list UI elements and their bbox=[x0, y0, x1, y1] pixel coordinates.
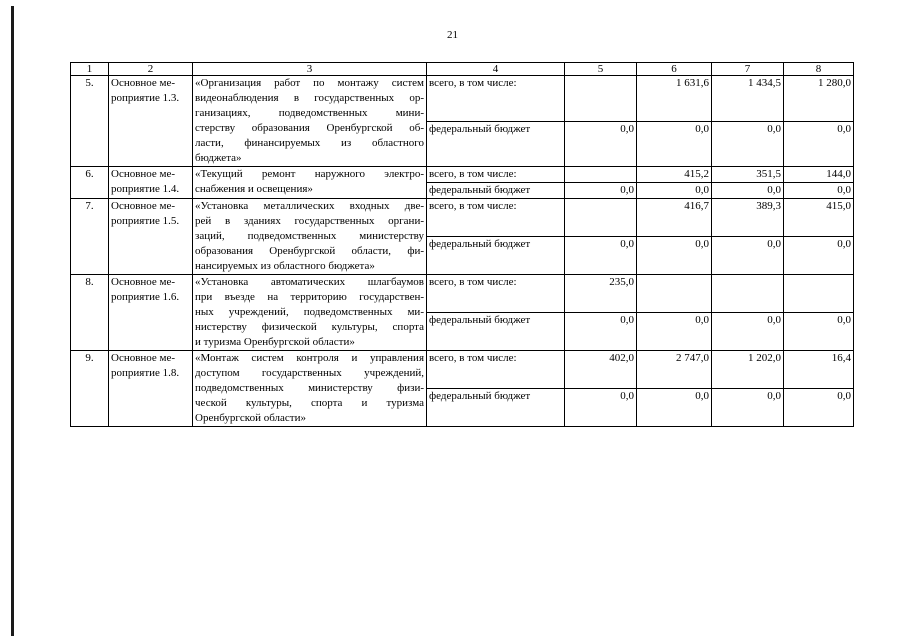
event-description-line: снабжения и освещения» bbox=[195, 183, 313, 195]
event-description-line: при въезде на территорию государствен- bbox=[195, 291, 424, 303]
funding-federal-label: федеральный бюджет bbox=[427, 313, 565, 351]
total-value-col-6: 416,7 bbox=[637, 199, 712, 237]
event-name-line: Основное ме- bbox=[111, 276, 176, 288]
table-body bbox=[71, 63, 854, 427]
event-description-line: ных учреждений, подведомственных ми- bbox=[195, 306, 424, 318]
federal-value-col-7: 0,0 bbox=[712, 183, 784, 199]
row-number: 8. bbox=[71, 275, 109, 351]
header-cell-6: 6 bbox=[637, 63, 712, 76]
total-value-col-7: 351,5 bbox=[712, 167, 784, 183]
table-row bbox=[71, 199, 854, 237]
event-name-cell bbox=[109, 199, 193, 275]
event-description-line: ческой культуры, спорта и туризма bbox=[195, 397, 424, 409]
event-description-cell bbox=[193, 275, 427, 351]
total-value-col-6: 415,2 bbox=[637, 167, 712, 183]
federal-value-col-7: 0,0 bbox=[712, 313, 784, 351]
event-description-line: бюджета» bbox=[195, 152, 242, 164]
header-cell-4: 4 bbox=[427, 63, 565, 76]
federal-value-col-8: 0,0 bbox=[784, 121, 854, 167]
total-value-col-8: 16,4 bbox=[784, 351, 854, 389]
page-number: 21 bbox=[447, 29, 458, 41]
total-value-col-5 bbox=[565, 76, 637, 122]
total-value-col-6: 2 747,0 bbox=[637, 351, 712, 389]
federal-value-col-7: 0,0 bbox=[712, 389, 784, 427]
federal-value-col-6: 0,0 bbox=[637, 237, 712, 275]
total-value-col-6: 1 631,6 bbox=[637, 76, 712, 122]
header-cell-3: 3 bbox=[193, 63, 427, 76]
event-description-line: «Установка металлических входных две- bbox=[195, 200, 424, 212]
event-name-line: Основное ме- bbox=[111, 200, 176, 212]
table-row bbox=[71, 167, 854, 183]
event-description-cell bbox=[193, 167, 427, 199]
event-name-line: роприятие 1.4. bbox=[111, 183, 180, 195]
federal-value-col-6: 0,0 bbox=[637, 313, 712, 351]
event-name-line: роприятие 1.6. bbox=[111, 291, 180, 303]
event-description-line: и туризма Оренбургской области» bbox=[195, 336, 355, 348]
total-value-col-7: 1 202,0 bbox=[712, 351, 784, 389]
event-description-line: ласти, финансируемых из областного bbox=[195, 137, 424, 149]
event-name-line: Основное ме- bbox=[111, 168, 176, 180]
table-header-row bbox=[71, 63, 854, 76]
federal-value-col-6: 0,0 bbox=[637, 183, 712, 199]
federal-value-col-7: 0,0 bbox=[712, 237, 784, 275]
funding-total-label: всего, в том числе: bbox=[427, 351, 565, 389]
table-row bbox=[71, 275, 854, 313]
scan-edge-bar bbox=[11, 6, 14, 636]
federal-value-col-6: 0,0 bbox=[637, 121, 712, 167]
row-number: 6. bbox=[71, 167, 109, 199]
event-description-cell bbox=[193, 76, 427, 167]
total-value-col-5: 235,0 bbox=[565, 275, 637, 313]
funding-total-label: всего, в том числе: bbox=[427, 76, 565, 122]
total-value-col-7: 1 434,5 bbox=[712, 76, 784, 122]
federal-value-col-5: 0,0 bbox=[565, 389, 637, 427]
federal-value-col-8: 0,0 bbox=[784, 389, 854, 427]
event-description-line: образования Оренбургской области, фи- bbox=[195, 245, 424, 257]
row-number: 5. bbox=[71, 76, 109, 167]
event-description-line: доступом государственных учреждений, bbox=[195, 367, 424, 379]
event-description-line: нансируемых из областного бюджета» bbox=[195, 260, 375, 272]
event-description-line: подведомственных министерству физи- bbox=[195, 382, 424, 394]
total-value-col-7: 389,3 bbox=[712, 199, 784, 237]
federal-value-col-5: 0,0 bbox=[565, 313, 637, 351]
federal-value-col-5: 0,0 bbox=[565, 121, 637, 167]
total-value-col-7 bbox=[712, 275, 784, 313]
federal-value-col-5: 0,0 bbox=[565, 237, 637, 275]
total-value-col-8 bbox=[784, 275, 854, 313]
federal-value-col-5: 0,0 bbox=[565, 183, 637, 199]
event-description-line: нистерству физической культуры, спорта bbox=[195, 321, 424, 333]
funding-total-label: всего, в том числе: bbox=[427, 275, 565, 313]
table-row bbox=[71, 76, 854, 122]
funding-federal-label: федеральный бюджет bbox=[427, 237, 565, 275]
table-row bbox=[71, 351, 854, 389]
total-value-col-6 bbox=[637, 275, 712, 313]
event-description-line: «Монтаж систем контроля и управления bbox=[195, 352, 424, 364]
event-name-line: Основное ме- bbox=[111, 77, 176, 89]
event-name-cell bbox=[109, 351, 193, 427]
funding-federal-label: федеральный бюджет bbox=[427, 121, 565, 167]
event-description-line: «Текущий ремонт наружного электро- bbox=[195, 168, 424, 180]
event-description-line: Оренбургской области» bbox=[195, 412, 306, 424]
total-value-col-8: 144,0 bbox=[784, 167, 854, 183]
federal-value-col-8: 0,0 bbox=[784, 313, 854, 351]
total-value-col-8: 1 280,0 bbox=[784, 76, 854, 122]
row-number: 7. bbox=[71, 199, 109, 275]
event-description-cell bbox=[193, 351, 427, 427]
event-description-line: рей в зданиях государственных органи- bbox=[195, 215, 424, 227]
header-cell-7: 7 bbox=[712, 63, 784, 76]
row-number: 9. bbox=[71, 351, 109, 427]
header-cell-2: 2 bbox=[109, 63, 193, 76]
total-value-col-5 bbox=[565, 167, 637, 183]
federal-value-col-7: 0,0 bbox=[712, 121, 784, 167]
event-description-line: заций, подведомственных министерству bbox=[195, 230, 424, 242]
funding-total-label: всего, в том числе: bbox=[427, 167, 565, 183]
funding-federal-label: федеральный бюджет bbox=[427, 389, 565, 427]
funding-federal-label: федеральный бюджет bbox=[427, 183, 565, 199]
program-activities-table bbox=[70, 62, 854, 427]
event-description-line: видеонаблюдения в государственных ор- bbox=[195, 92, 424, 104]
federal-value-col-8: 0,0 bbox=[784, 183, 854, 199]
event-description-line: ганизациях, подведомственных мини- bbox=[195, 107, 424, 119]
event-name-cell bbox=[109, 275, 193, 351]
funding-total-label: всего, в том числе: bbox=[427, 199, 565, 237]
total-value-col-5 bbox=[565, 199, 637, 237]
event-name-line: роприятие 1.8. bbox=[111, 367, 180, 379]
event-description-line: «Организация работ по монтажу систем bbox=[195, 77, 424, 89]
total-value-col-8: 415,0 bbox=[784, 199, 854, 237]
event-name-line: роприятие 1.5. bbox=[111, 215, 180, 227]
event-name-cell bbox=[109, 76, 193, 167]
header-cell-8: 8 bbox=[784, 63, 854, 76]
federal-value-col-8: 0,0 bbox=[784, 237, 854, 275]
event-name-line: роприятие 1.3. bbox=[111, 92, 180, 104]
header-cell-1: 1 bbox=[71, 63, 109, 76]
event-name-line: Основное ме- bbox=[111, 352, 176, 364]
header-cell-5: 5 bbox=[565, 63, 637, 76]
event-name-cell bbox=[109, 167, 193, 199]
federal-value-col-6: 0,0 bbox=[637, 389, 712, 427]
event-description-line: «Установка автоматических шлагбаумов bbox=[195, 276, 424, 288]
total-value-col-5: 402,0 bbox=[565, 351, 637, 389]
event-description-cell bbox=[193, 199, 427, 275]
event-description-line: стерству образования Оренбургской об- bbox=[195, 122, 424, 134]
